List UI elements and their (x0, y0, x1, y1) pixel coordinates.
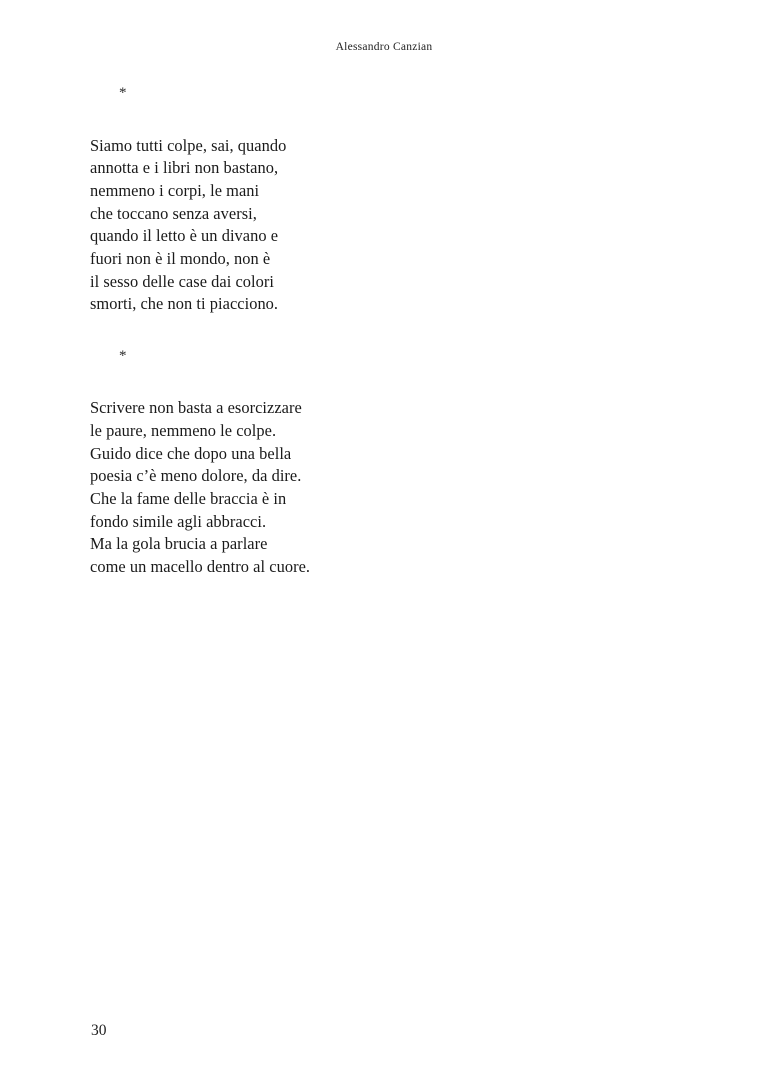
spacer (90, 367, 510, 397)
poem-body (90, 82, 510, 579)
stanza-text-1: Siamo tutti colpe, sai, quando annotta e i libri non bastano, nemmeno i corpi, le mani che toccano senza aversi, quando il letto è un divano e fuori non è il mondo, non è il sesso delle case dai colori smorti, che non ti piacciono. (90, 135, 287, 314)
spacer (90, 316, 510, 345)
stanza-group-1 (90, 82, 510, 316)
page-number: 30 (91, 1022, 107, 1039)
stanza-group-2 (90, 345, 510, 579)
stanza-separator-asterisk: * (119, 85, 127, 101)
running-header: Alessandro Canzian (335, 41, 433, 53)
stanza-text-2: Scrivere non basta a esorcizzare le paure, nemmeno le colpe. Guido dice che dopo una bella poesia c’è meno dolore, da dire. Che la fame delle braccia è in fondo simile agli abbracci. Ma la gola brucia a parlare come un macello dentro al cuore. (90, 398, 311, 577)
stanza-separator-asterisk: * (119, 347, 127, 364)
spacer (90, 105, 510, 135)
